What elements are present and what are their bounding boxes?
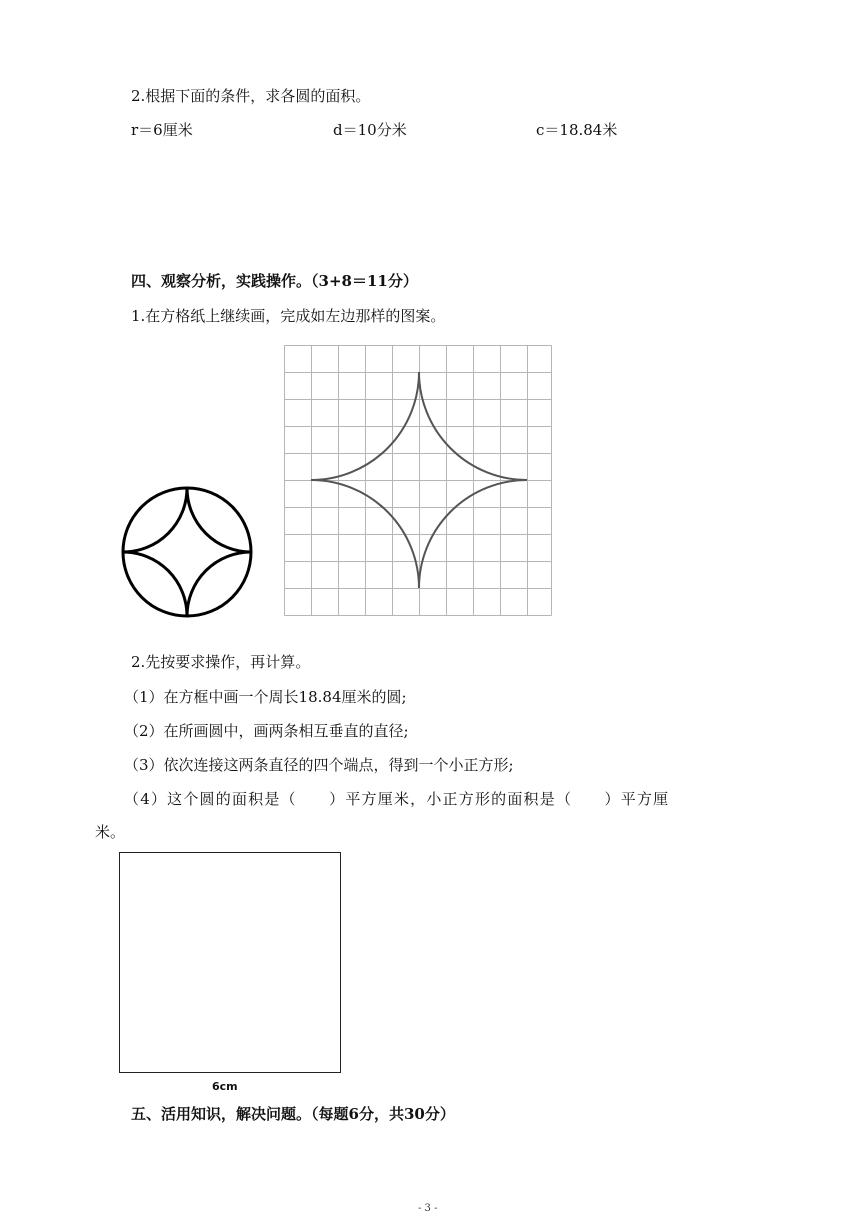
page-number: - 3 -	[418, 1203, 438, 1214]
section-5-heading: 五、活用知识，解决问题。（每题6分，共30分）	[131, 1105, 455, 1123]
q2-heading: 2.根据下面的条件，求各圆的面积。	[131, 87, 371, 105]
diameter-condition: d＝10分米	[333, 121, 407, 139]
step-3: （3）依次连接这两条直径的四个端点，得到一个小正方形;	[124, 756, 514, 774]
drawing-box[interactable]	[119, 852, 341, 1073]
section-4-heading: 四、观察分析，实践操作。（3+8＝11分）	[131, 272, 418, 290]
step-4-line-1: （4）这个圆的面积是（ ）平方厘米，小正方形的面积是（ ）平方厘	[124, 790, 670, 808]
reference-pattern-figure	[118, 484, 258, 620]
sec4-q1-text: 1.在方格纸上继续画，完成如左边那样的图案。	[131, 307, 446, 325]
box-size-label: 6cm	[212, 1080, 238, 1093]
reference-circle	[123, 488, 251, 616]
sec4-q2-heading: 2.先按要求操作，再计算。	[131, 653, 311, 671]
grid-paper[interactable]	[284, 345, 554, 617]
step-1: （1）在方框中画一个周长18.84厘米的圆;	[124, 688, 407, 706]
circumference-condition: c＝18.84米	[536, 121, 618, 139]
radius-condition: r＝6厘米	[131, 121, 193, 139]
step-2: （2）在所画圆中，画两条相互垂直的直径;	[124, 722, 409, 740]
step-4-line-2: 米。	[95, 823, 126, 841]
